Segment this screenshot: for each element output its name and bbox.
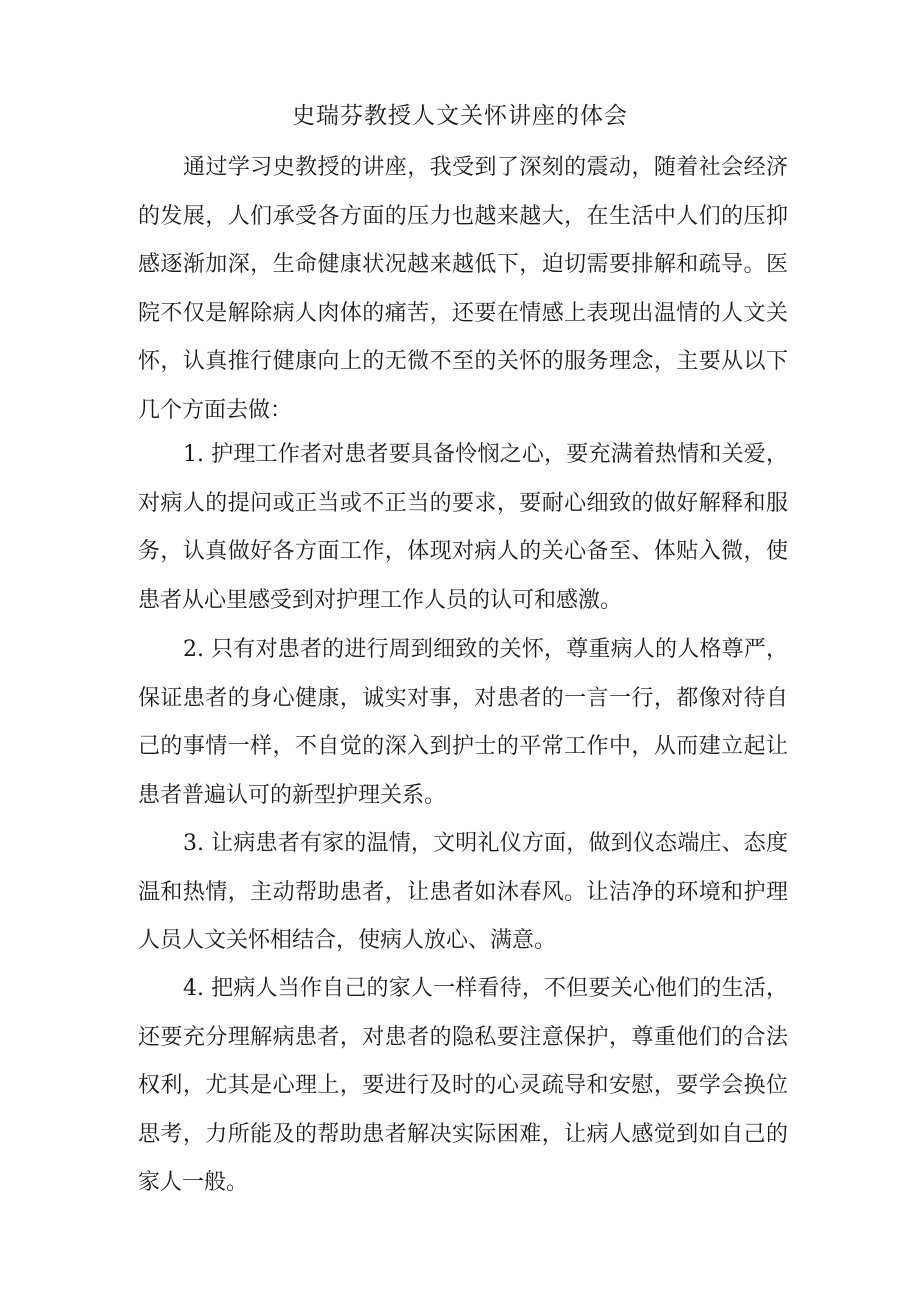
point-paragraph-4: 4. 把病人当作自己的家人一样看待，不但要关心他们的生活，还要充分理解病患者，对患者的隐私要注意保护，尊重他们的合法权利，尤其是心理上，要进行及时的心灵疏导和安慰，要学会换位思考，力所能及的帮助患者解决实际困难，让病人感觉到如自己的家人一般。 bbox=[138, 976, 788, 1196]
document-title: 史瑞芬教授人文关怀讲座的体会 bbox=[292, 103, 628, 129]
point-paragraph-2: 2. 只有对患者的进行周到细致的关怀，尊重病人的人格尊严，保证患者的身心健康，诚实对事，对患者的一言一行，都像对待自己的事情一样，不自觉的深入到护士的平常工作中，从而建立起让患者普遍认可的新型护理关系。 bbox=[138, 637, 788, 808]
point-paragraph-3: 3. 让病患者有家的温情，文明礼仪方面，做到仪态端庄、态度温和热情，主动帮助患者，让患者如沐春风。让洁净的环境和护理人员人文关怀相结合，使病人放心、满意。 bbox=[138, 831, 788, 954]
point-paragraph-1: 1. 护理工作者对患者要具备怜悯之心，要充满着热情和关爱，对病人的提问或正当或不正当的要求，要耐心细致的做好解释和服务，认真做好各方面工作，体现对病人的关心备至、体贴入微，使患者从心里感受到对护理工作人员的认可和感激。 bbox=[138, 442, 788, 613]
intro-paragraph: 通过学习史教授的讲座，我受到了深刻的震动，随着社会经济的发展，人们承受各方面的压力也越来越大，在生活中人们的压抑感逐渐加深，生命健康状况越来越低下，迫切需要排解和疏导。医院不仅是解除病人肉体的痛苦，还要在情感上表现出温情的人文关怀，认真推行健康向上的无微不至的关怀的服务理念，主要从以下几个方面去做： bbox=[138, 155, 788, 423]
